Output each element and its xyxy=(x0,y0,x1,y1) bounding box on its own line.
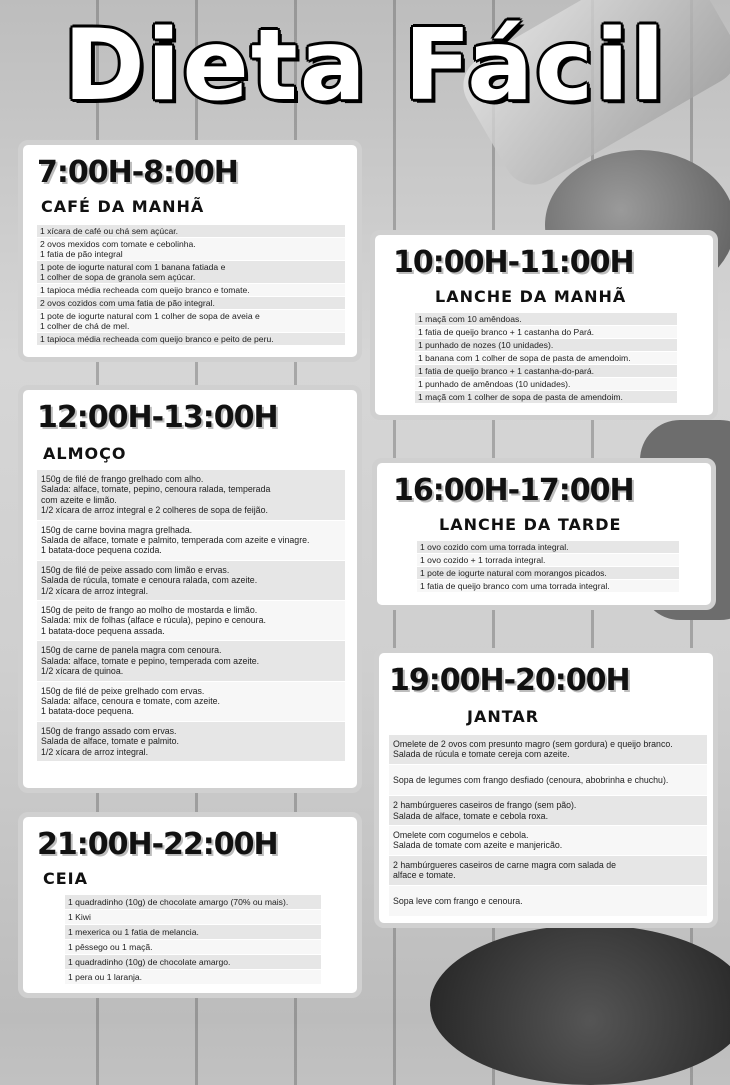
lunch-list xyxy=(37,470,345,762)
list-item: 1 pote de iogurte natural com 1 banana fatiada e 1 colher de sopa de granola sem açúcar. xyxy=(37,261,345,284)
list-item: 1 fatia de queijo branco com uma torrada integral. xyxy=(417,580,679,593)
list-item: 1 tapioca média recheada com queijo branco e peito de peru. xyxy=(37,333,345,346)
lunch-card xyxy=(18,385,362,793)
list-item: 1 tapioca média recheada com queijo branco e tomate. xyxy=(37,284,345,297)
afternoon-snack-title: LANCHE DA TARDE xyxy=(439,515,622,534)
morning-snack-time: 10:00H-11:00H xyxy=(393,245,634,280)
supper-card xyxy=(18,812,362,998)
list-item: 1 mexerica ou 1 fatia de melancia. xyxy=(65,925,321,940)
breakfast-list xyxy=(37,225,345,346)
list-item: 1 xícara de café ou chá sem açúcar. xyxy=(37,225,345,238)
list-item: 1 quadradinho (10g) de chocolate amargo. xyxy=(65,955,321,970)
afternoon-snack-card xyxy=(372,458,716,610)
list-item: Omelete de 2 ovos com presunto magro (sem gordura) e queijo branco. Salada de rúcula e tomate cereja com azeite. xyxy=(389,735,707,765)
lunch-time: 12:00H-13:00H xyxy=(37,400,278,435)
breakfast-title: CAFÉ DA MANHÃ xyxy=(41,197,205,216)
list-item: 2 hambúrgueres caseiros de carne magra com salada de alface e tomate. xyxy=(389,856,707,886)
list-item: Sopa de legumes com frango desfiado (cenoura, abobrinha e chuchu). xyxy=(389,765,707,796)
list-item: 150g de frango assado com ervas. Salada de alface, tomate e palmito. 1/2 xícara de arroz integral. xyxy=(37,722,345,762)
list-item: 1 punhado de amêndoas (10 unidades). xyxy=(415,378,677,391)
page-title: Dieta Fácil xyxy=(63,9,667,123)
list-item: 1 fatia de queijo branco + 1 castanha-do-pará. xyxy=(415,365,677,378)
supper-title: CEIA xyxy=(43,869,89,888)
list-item: 1 banana com 1 colher de sopa de pasta de amendoim. xyxy=(415,352,677,365)
morning-snack-card xyxy=(370,230,718,420)
list-item: 150g de carne de panela magra com cenoura. Salada: alface, tomate e pepino, temperada com azeite. 1/2 xícara de quinoa. xyxy=(37,641,345,681)
list-item: 2 ovos mexidos com tomate e cebolinha. 1 fatia de pão integral xyxy=(37,238,345,261)
list-item: 1 punhado de nozes (10 unidades). xyxy=(415,339,677,352)
lunch-title: ALMOÇO xyxy=(43,444,127,463)
list-item: 1 maçã com 1 colher de sopa de pasta de amendoim. xyxy=(415,391,677,404)
list-item: 1 pote de iogurte natural com morangos picados. xyxy=(417,567,679,580)
dinner-card xyxy=(374,648,718,928)
morning-snack-list xyxy=(415,313,677,404)
dinner-list xyxy=(389,735,707,917)
list-item: 1 ovo cozido com uma torrada integral. xyxy=(417,541,679,554)
afternoon-snack-time: 16:00H-17:00H xyxy=(393,473,634,508)
list-item: 1 ovo cozido + 1 torrada integral. xyxy=(417,554,679,567)
bowl-decoration xyxy=(430,925,730,1085)
list-item: Sopa leve com frango e cenoura. xyxy=(389,886,707,917)
dinner-time: 19:00H-20:00H xyxy=(389,663,630,698)
list-item: 1 quadradinho (10g) de chocolate amargo (70% ou mais). xyxy=(65,895,321,910)
breakfast-card xyxy=(18,140,362,362)
list-item: 150g de filé de peixe grelhado com ervas. Salada: alface, cenoura e tomate, com azeite. 1 batata-doce pequena. xyxy=(37,682,345,722)
list-item: 150g de filé de frango grelhado com alho. Salada: alface, tomate, pepino, cenoura ralada, temperada com azeite e limão. 1/2 xícara de arroz integral e 2 colheres de sopa de feijão. xyxy=(37,470,345,521)
list-item: 1 pote de iogurte natural com 1 colher de sopa de aveia e 1 colher de chá de mel. xyxy=(37,310,345,333)
breakfast-time: 7:00H-8:00H xyxy=(37,155,238,190)
list-item: 1 maçã com 10 amêndoas. xyxy=(415,313,677,326)
list-item: 2 hambúrgueres caseiros de frango (sem pão). Salada de alface, tomate e cebola roxa. xyxy=(389,796,707,826)
supper-time: 21:00H-22:00H xyxy=(37,827,278,862)
list-item: 150g de filé de peixe assado com limão e ervas. Salada de rúcula, tomate e cenoura ralada, com azeite. 1/2 xícara de arroz integral. xyxy=(37,561,345,601)
list-item: 1 fatia de queijo branco + 1 castanha do Pará. xyxy=(415,326,677,339)
list-item: 150g de peito de frango ao molho de mostarda e limão. Salada: mix de folhas (alface e rúcula), pepino e cenoura. 1 batata-doce pequena assada. xyxy=(37,601,345,641)
supper-list xyxy=(65,895,321,985)
list-item: 2 ovos cozidos com uma fatia de pão integral. xyxy=(37,297,345,310)
list-item: Omelete com cogumelos e cebola. Salada de tomate com azeite e manjericão. xyxy=(389,826,707,856)
list-item: 1 pera ou 1 laranja. xyxy=(65,970,321,985)
list-item: 150g de carne bovina magra grelhada. Salada de alface, tomate e palmito, temperada com azeite e vinagre. 1 batata-doce pequena cozida. xyxy=(37,521,345,561)
list-item: 1 pêssego ou 1 maçã. xyxy=(65,940,321,955)
morning-snack-title: LANCHE DA MANHÃ xyxy=(435,287,627,306)
dinner-title: JANTAR xyxy=(467,707,540,726)
list-item: 1 Kiwi xyxy=(65,910,321,925)
afternoon-snack-list xyxy=(417,541,679,593)
